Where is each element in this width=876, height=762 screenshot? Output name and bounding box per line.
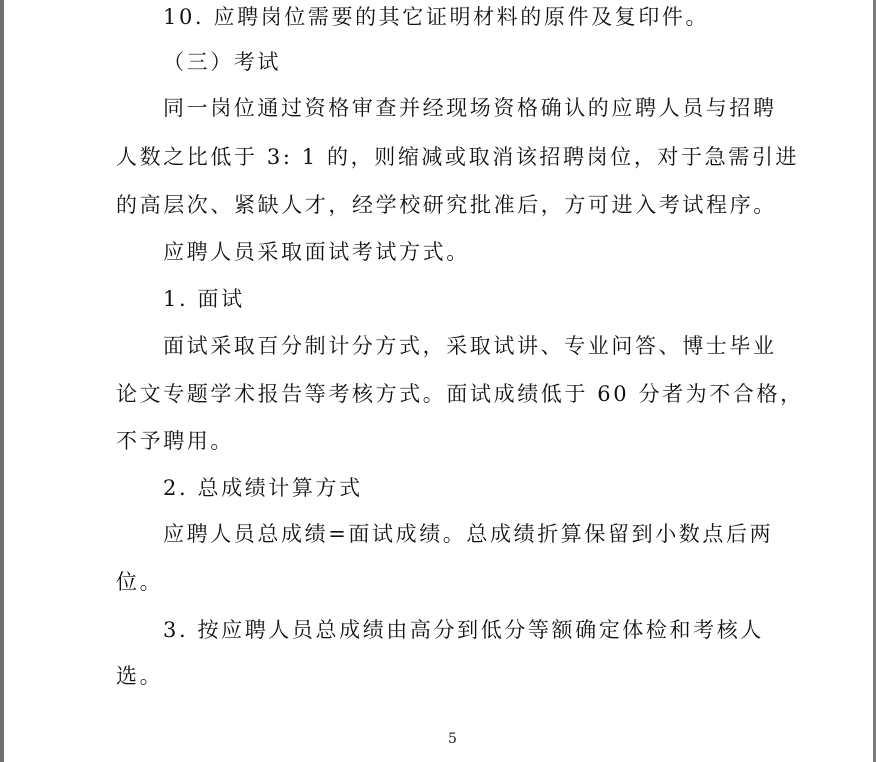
- paragraph-total-score-line-2: 位。: [116, 570, 164, 594]
- paragraph-total-score-line-1: 应聘人员总成绩=面试成绩。总成绩折算保留到小数点后两: [163, 522, 774, 546]
- page-left-border: [0, 0, 4, 762]
- paragraph-ratio-line-3: 的高层次、紧缺人才，经学校研究批准后，方可进入考试程序。: [116, 193, 777, 217]
- paragraph-ranking-line-1: 3. 按应聘人员总成绩由高分到低分等额确定体检和考核人: [163, 618, 764, 642]
- paragraph-ratio-line-2: 人数之比低于 3: 1 的，则缩减或取消该招聘岗位，对于急需引进: [116, 145, 800, 169]
- subheading-interview: 1. 面试: [163, 287, 245, 311]
- page-number: 5: [448, 731, 457, 747]
- section-heading-exam: （三）考试: [163, 50, 281, 74]
- subheading-total-score: 2. 总成绩计算方式: [163, 476, 363, 500]
- paragraph-interview-line-2: 论文专题学术报告等考核方式。面试成绩低于 60 分者为不合格，: [116, 382, 804, 406]
- paragraph-exam-method: 应聘人员采取面试考试方式。: [163, 240, 470, 264]
- paragraph-ranking-line-2: 选。: [116, 664, 164, 688]
- paragraph-ratio-line-1: 同一岗位通过资格审查并经现场资格确认的应聘人员与招聘: [163, 96, 777, 120]
- paragraph-interview-line-1: 面试采取百分制计分方式，采取试讲、专业问答、博士毕业: [163, 334, 777, 358]
- paragraph-interview-line-3: 不予聘用。: [116, 429, 234, 453]
- text-line-item-10: 10. 应聘岗位需要的其它证明材料的原件及复印件。: [163, 5, 710, 29]
